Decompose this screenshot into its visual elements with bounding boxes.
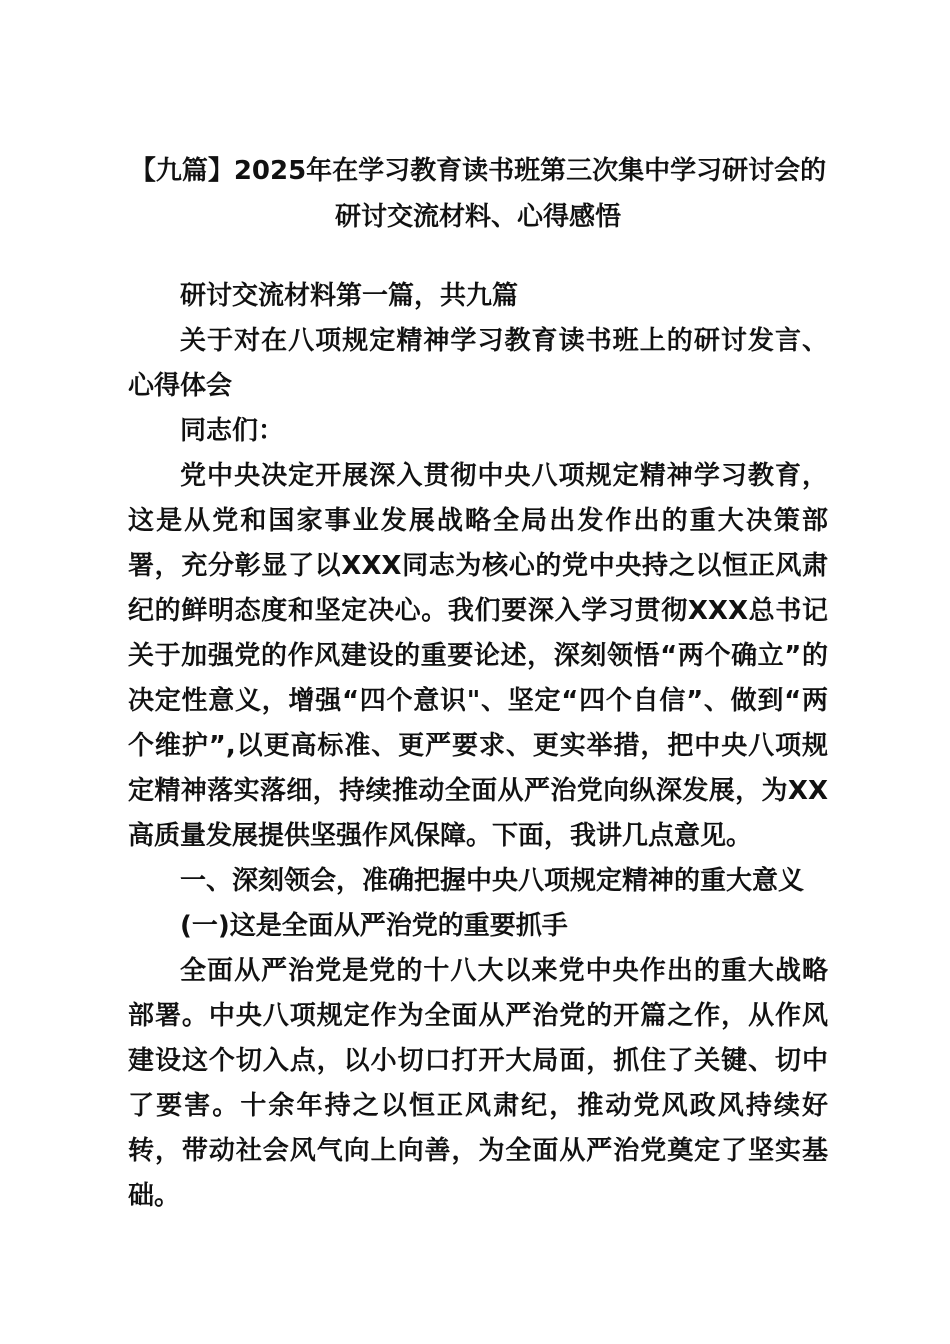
paragraph-speech-title: 关于对在八项规定精神学习教育读书班上的研讨发言、心得体会 xyxy=(128,326,828,401)
paragraph-series-note: 研讨交流材料第一篇，共九篇 xyxy=(180,281,519,311)
paragraph-body: 全面从严治党是党的十八大以来党中央作出的重大战略部署。中央八项规定作为全面从严治党的开篇之作，从作风建设这个切入点，以小切口打开大局面，抓住了关键、切中了要害。十余年持之以恒正风肃纪，推动党风政风持续好转，带动社会风气向上向善，为全面从严治党奠定了坚实基础。 xyxy=(128,956,828,1211)
paragraph-salutation: 同志们： xyxy=(180,416,285,446)
paragraph-introduction: 党中央决定开展深入贯彻中央八项规定精神学习教育，这是从党和国家事业发展战略全局出发作出的重大决策部署，充分彰显了以XXX同志为核心的党中央持之以恒正风肃纪的鲜明态度和坚定决心。我们要深入学习贯彻XXX总书记关于加强党的作风建设的重要论述，深刻领悟“两个确立”的决定性意义，增强“四个意识"、坚定“四个自信”、做到“两个维护”,以更高标准、更严要求、更实举措，把中央八项规定精神落实落细，持续推动全面从严治党向纵深发展，为XX高质量发展提供坚强作风保障。下面，我讲几点意见。 xyxy=(128,461,828,851)
section-heading-1: 一、深刻领会，准确把握中央八项规定精神的重大意义 xyxy=(180,866,805,896)
document-title: 【九篇】2025年在学习教育读书班第三次集中学习研讨会的研讨交流材料、心得感悟 xyxy=(129,156,827,232)
subsection-heading-1: (一)这是全面从严治党的重要抓手 xyxy=(180,911,568,941)
document-body xyxy=(128,274,828,1219)
